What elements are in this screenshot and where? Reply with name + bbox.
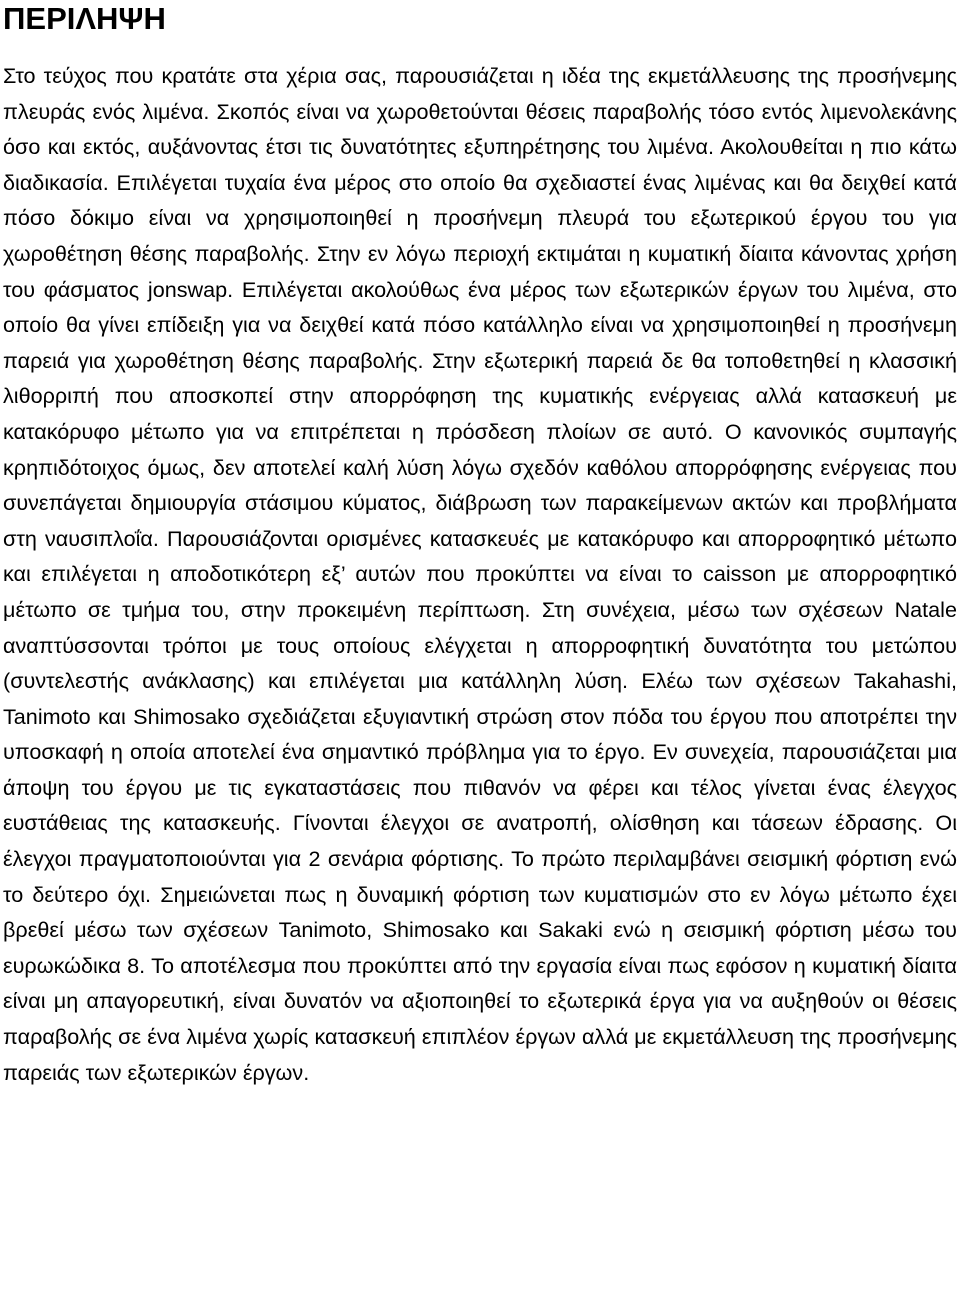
- abstract-paragraph: Στο τεύχος που κρατάτε στα χέρια σας, παρουσιάζεται η ιδέα της εκμετάλλευσης της προσήνεμης πλευράς ενός λιμένα. Σκοπός είναι να χωροθετούνται θέσεις παραβολής τόσο εντός λιμενολεκάνης όσο και εκτός, αυξάνοντας έτσι τις δυνατότητες εξυπηρέτησης του λιμένα. Ακολουθείται η πιο κάτω διαδικασία. Επιλέγεται τυχαία ένα μέρος στο οποίο θα σχεδιαστεί ένας λιμένας και θα δειχθεί κατά πόσο δόκιμο είναι να χρησιμοποιηθεί η προσήνεμη πλευρά του εξωτερικού έργου του για χωροθέτηση θέσης παραβολής. Στην εν λόγω περιοχή εκτιμάται η κυματική δίαιτα κάνοντας χρήση του φάσματος jonswap. Επιλέγεται ακολούθως ένα μέρος των εξωτερικών έργων του λιμένα, στο οποίο θα γίνει επίδειξη για να δειχθεί κατά πόσο κατάλληλο είναι να χρησιμοποιηθεί η προσήνεμη παρειά για χωροθέτηση θέσης παραβολής. Στην εξωτερική παρειά δε θα τοποθετηθεί η κλασσική λιθορριπή που αποσκοπεί στην απορρόφηση της κυματικής ενέργειας αλλά κατασκευή με κατακόρυφο μέτωπο για να επιτρέπεται η πρόσδεση πλοίων σε αυτό. Ο κανονικός συμπαγής κρηπιδότοιχος όμως, δεν αποτελεί καλή λύση λόγω σχεδόν καθόλου απορρόφησης ενέργειας που συνεπάγεται δημιουργία στάσιμου κύματος, διάβρωση των παρακείμενων ακτών και προβλήματα στη ναυσιπλοΐα. Παρουσιάζονται ορισμένες κατασκευές με κατακόρυφο και απορροφητικό μέτωπο και επιλέγεται η αποδοτικότερη εξ’ αυτών που προκύπτει να είναι το caisson με απορροφητικό μέτωπο σε τμήμα του, στην προκειμένη περίπτωση. Στη συνέχεια, μέσω των σχέσεων Natale αναπτύσσονται τρόποι με τους οποίους ελέγχεται η απορροφητική δυνατότητα του μετώπου (συντελεστής ανάκλασης) και επιλέγεται μια κατάλληλη λύση. Ελέω των σχέσεων Takahashi, Tanimoto και Shimosako σχεδιάζεται εξυγιαντική στρώση στον πόδα του έργου που αποτρέπει την υποσκαφή η οποία αποτελεί ένα σημαντικό πρόβλημα για το έργο. Εν συνεχεία, παρουσιάζεται μια άποψη του έργου με τις εγκαταστάσεις που πιθανόν να φέρει και τέλος γίνεται ένας έλεγχος ευστάθειας της κατασκευής. Γίνονται έλεγχοι σε ανατροπή, ολίσθηση και τάσεων έδρασης. Οι έλεγχοι πραγματοποιούνται για 2 σενάρια φόρτισης. Το πρώτο περιλαμβάνει σεισμική φόρτιση ενώ το δεύτερο όχι. Σημειώνεται πως η δυναμική φόρτιση των κυματισμών στο εν λόγω μέτωπο έχει βρεθεί μέσω των σχέσεων Tanimoto, Shimosako και Sakaki ενώ η σεισμική φόρτιση μέσω του ευρωκώδικα 8. Το αποτέλεσμα που προκύπτει από την εργασία είναι πως εφόσον η κυματική δίαιτα είναι μη απαγορευτική, είναι δυνατόν να αξιοποιηθεί το εξωτερικά έργα για να αυξηθούν οι θέσεις παραβολής σε ένα λιμένα χωρίς κατασκευή επιπλέον έργων αλλά με εκμετάλλευση της προσήνεμης παρειάς των εξωτερικών έργων.: [3, 63, 957, 1085]
- document-page: [3, 0, 957, 1090]
- document-title: ΠΕΡΙΛΗΨΗ: [3, 1, 166, 36]
